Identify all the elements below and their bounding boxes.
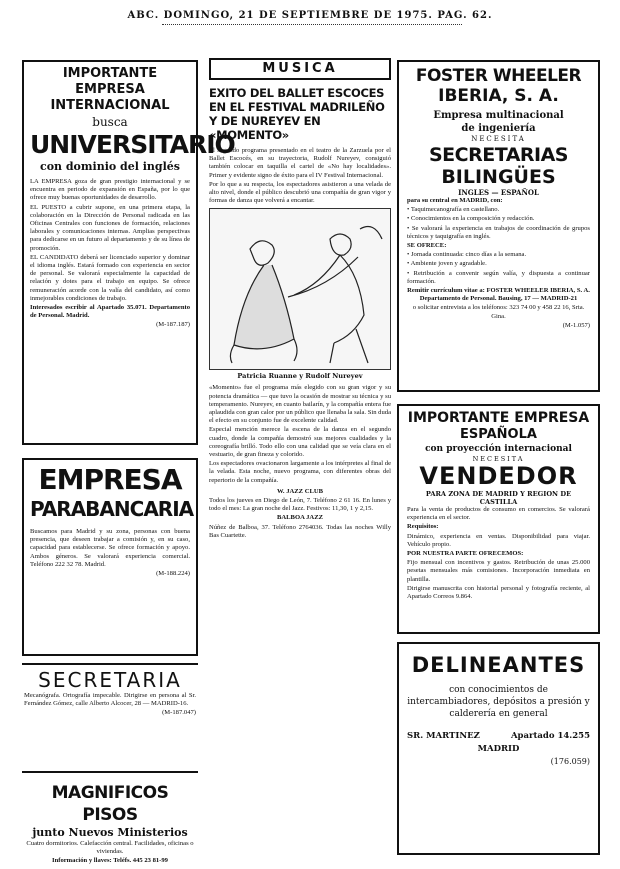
ad6-offer-label: POR NUESTRA PARTE OFRECEMOS: <box>407 550 524 558</box>
ad6-req: Dinámico, experiencia en ventas. Disponibilidad para viajar. Vehículo propio. <box>407 532 590 548</box>
music-label-text: MUSICA <box>262 61 338 76</box>
ad-delineantes <box>397 642 600 855</box>
dancers-illustration <box>210 209 390 367</box>
ballet-photo <box>209 208 391 370</box>
ad5-offer2: • Ambiente joven y agradable. <box>407 260 590 268</box>
ad7-contact-name: SR. MARTINEZ <box>407 731 480 741</box>
ad7-title: DELINEANTES <box>411 653 586 677</box>
ad1-headline: UNIVERSITARIO <box>30 130 235 159</box>
music-p2: Por lo que a su respecta, los espectadores asistieron a una velada de alto nivel, donde el público descubrió una compañía de gran vigor y formas de danza que volverá a encantar. <box>209 180 391 205</box>
ad1-ref: (M-187.187) <box>156 321 190 329</box>
ad1-title2: INTERNACIONAL <box>50 98 170 113</box>
ad5-offer3: • Retribución a convenir según valía, y dispuesta a continuar formación. <box>407 270 590 286</box>
ad5-req2: • Conocimientos en la composición y redacción. <box>407 215 590 223</box>
music-p5: Los espectadores ovacionaron largamente a los intérpretes al final de la velada. Esta noche, nuevo programa, con diferentes obras del repertorio de la compañía. <box>209 460 391 484</box>
ad-universitario <box>22 60 235 445</box>
listing-title-1: W. JAZZ CLUB <box>276 487 324 495</box>
photo-caption: Patricia Ruanne y Rudolf Nureyev <box>237 372 363 381</box>
ad5-headline2: BILINGÜES <box>441 166 556 188</box>
ad6-title1: IMPORTANTE EMPRESA <box>407 410 590 426</box>
ad6-offer: Fijo mensual con incentivos y gastos. Retribución de unas 25.000 pesetas mensuales más comisiones. Incorporación inmediata en plantilla. <box>407 559 590 583</box>
ad5-subtitle2: de ingeniería <box>461 123 536 134</box>
listing-title-2: BALBOA JAZZ <box>277 514 323 522</box>
ad5-necesita: NECESITA <box>471 135 526 143</box>
ad5-phone: o solicitar entrevista a los teléfonos: 323 74 00 y 458 22 16, Srta. Gina. <box>412 304 585 320</box>
ad6-necesita: NECESITA <box>472 455 525 463</box>
ad2-body: Buscamos para Madrid y su zona, personas con buena presencia, que deseen trabajar a comisión y, en su caso, capacidad para establecerse. Se ofrece formación y apoyo. Ambos géneros. Se valorará experiencia comercial. Teléfono 222 32 78. Madrid. <box>30 528 190 568</box>
ad5-req1: • Taquimecanografía en castellano. <box>407 206 590 214</box>
ad2-ref: (M-188.224) <box>156 570 190 578</box>
ad4-body: Cuatro dormitorios. Calefacción central. Facilidades, oficinas o viviendas. <box>26 840 194 856</box>
ad5-offer-label: SE OFRECE: <box>407 242 447 250</box>
ad1-busca: busca <box>92 115 128 129</box>
ad6-title2: ESPAÑOLA <box>460 427 537 442</box>
ad-foster-wheeler <box>397 60 600 392</box>
ad5-title2: IBERIA, S. A. <box>438 86 559 106</box>
ad7-ref: (176.059) <box>550 757 590 766</box>
ad5-location: para su central en MADRID, con: <box>407 197 503 204</box>
ad5-contact: Remitir currículum vitae a: FOSTER WHEELER IBERIA, S. A. Departamento de Personal. Bausing, 17 — MADRID-21 <box>407 287 590 303</box>
ad1-footer: Interesados escribir al Apartado 35.071. Departamento de Personal. Madrid. <box>30 304 190 320</box>
ad6-zone: PARA ZONA DE MADRID Y REGION DE CASTILLA <box>425 490 572 506</box>
ad2-title1: EMPRESA <box>38 463 182 496</box>
ad4-title: MAGNIFICOS PISOS <box>51 783 169 825</box>
ad6-headline: VENDEDOR <box>419 462 578 490</box>
music-p3: «Momento» fue el programa más elegido con su gran vigor y su potencia dramática — que tuvo la ocasión de mostrar su técnica y su temperamento. Nureyev, en cuanto bailarín, y la compañía entera fue aplaudida con gran calor por un público que llenaba la sala. Sin duda el efecto en su conjunto fue de excelente calidad. <box>209 384 391 425</box>
ad6-subtitle: con proyección internacional <box>425 444 572 454</box>
ad6-req-label: Requisitos: <box>407 523 439 531</box>
ad-secretaria <box>22 663 198 773</box>
ad5-req3: • Se valorará la experiencia en trabajos de coordinación de grupos técnicos y taquigrafía en inglés. <box>407 225 590 241</box>
page-header: ABC. DOMINGO, 21 DE SEPTIEMBRE DE 1975. PAG. 62. <box>127 10 493 21</box>
ad1-p1: LA EMPRESA goza de gran prestigio internacional y se encuentra en periodo de expansión en España, por lo que ofrece muy buenas oportunidades de desarrollo. <box>30 178 190 202</box>
ad5-headline1: SECRETARIAS <box>429 144 568 166</box>
ad7-contact-addr: Apartado 14.255 <box>510 731 590 741</box>
ad-vendedor <box>397 404 600 634</box>
ad5-subtitle1: Empresa multinacional <box>433 110 564 121</box>
listing-1: Todos los jueves en Diego de León, 7. Teléfono 2 61 16. En lunes y todo el mes: La gran noche del Jazz. Festivos: 11,30, 1 y 2,15. <box>209 497 391 513</box>
ad3-body: Mecanógrafa. Ortografía impecable. Dirigirse en persona al Sr. Fernández Gómez, calle Alberto Alcocer, 28 — MADRID-16. <box>24 692 196 708</box>
music-headline: EXITO DEL BALLET ESCOCES EN EL FESTIVAL MADRILEÑO Y DE NUREYEV EN «MOMENTO» <box>209 86 385 142</box>
ad7-body: con conocimientos de intercambiadores, depósitos a presión y calderería en general <box>407 685 590 719</box>
ad-pisos <box>22 782 198 865</box>
ad2-title2: PARABANCARIA <box>30 497 194 521</box>
ad5-title1: FOSTER WHEELER <box>415 66 582 86</box>
music-p1: El segundo programa presentado en el teatro de la Zarzuela por el Ballet Escocés, en su trayectoria, Rudolf Nureyev, consiguió también colocar en taquilla el cartel de «No hay localidades». Primer y evidente signo de éxito para el IV Festival Internacional. <box>209 147 391 179</box>
ad1-title1: IMPORTANTE EMPRESA <box>62 66 158 97</box>
ad6-footer: Dirigirse manuscrita con historial personal y fotografía reciente, al Apartado Correos 9.864. <box>407 584 590 601</box>
ad4-footer: Información y llaves: Teléfs. 445 23 81-99 <box>52 857 168 865</box>
header-rule <box>162 24 462 25</box>
listing-2: Núñez de Balboa, 37. Teléfono 2764036. Todas las noches Willy Bas Cuartette. <box>209 523 391 539</box>
ad5-offer1: • Jornada continuada: cinco días a la semana. <box>407 251 590 259</box>
ad6-body: Para la venta de productos de consumo en comercios. Se valorará experiencia en el sector. <box>407 506 590 522</box>
ad5-ref: (M-1.057) <box>562 321 590 329</box>
ad4-subtitle: junto Nuevos Ministerios <box>32 826 188 839</box>
ad3-ref: (M-187.047) <box>162 709 196 717</box>
ad7-city: MADRID <box>477 744 520 754</box>
music-p4: Especial mención merece la escena de la danza en el segundo cuadro, donde la compañía demostró sus mejores cualidades y la coreografía brilló. Todo ello con una calidad que se veía clara en el vestuario, de gran fineza y colorido. <box>209 426 391 459</box>
ad1-p3: EL CANDIDATO deberá ser licenciado superior y dominar el idioma inglés. Estará formado con experiencia en sector de personal. Se valorará especialmente la capacidad de relación y dotes para el trabajo en equipo. Se ofrece remuneración acorde con la valía del candidato, así como inmejorables condiciones de trabajo. <box>30 253 190 302</box>
music-section-label <box>209 58 391 80</box>
ad5-languages: INGLES — ESPAÑOL <box>458 188 539 197</box>
ad-parabancaria <box>22 458 198 656</box>
ad1-p2: EL PUESTO a cubrir supone, en una primera etapa, la colaboración en la Dirección de Personal radicada en las Oficinas Centrales con funciones de formación, relaciones laborales y comunicaciones internas. Amplias perspectivas para dedicarse en un futuro al departamento y de su línea de promoción. <box>30 203 190 252</box>
ad3-title: SECRETARIA <box>38 668 182 692</box>
music-column <box>209 58 391 863</box>
ad1-subhead: con dominio del inglés <box>40 160 180 173</box>
